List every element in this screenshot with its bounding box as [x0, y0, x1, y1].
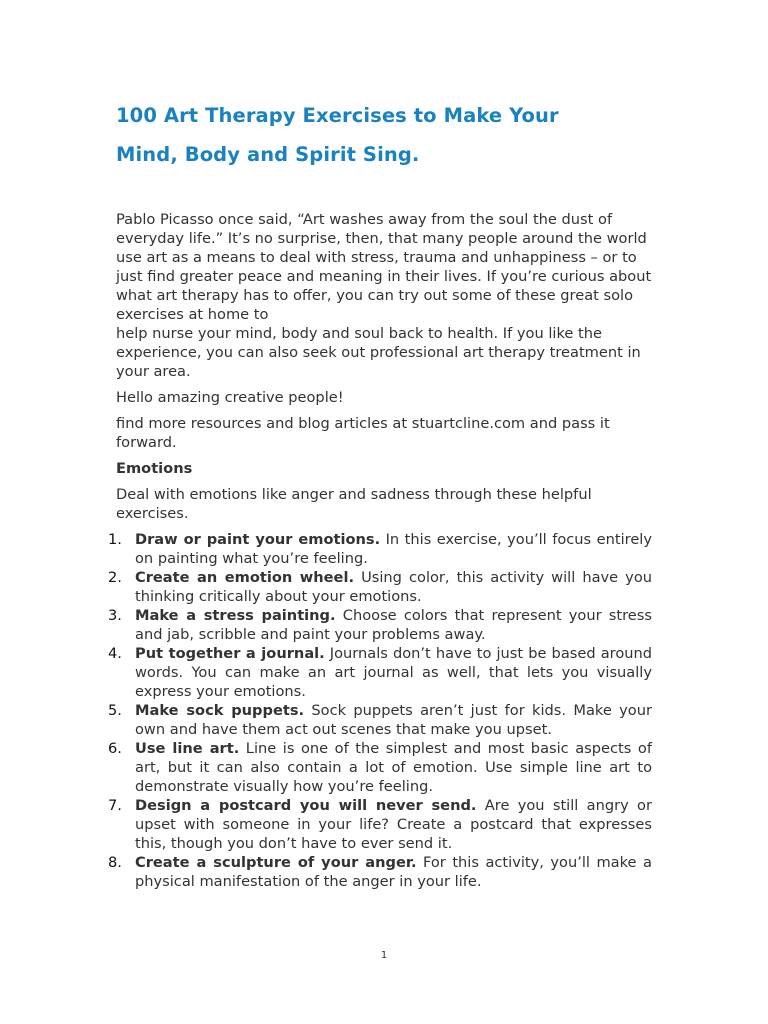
list-number: 1.: [108, 531, 122, 548]
list-number: 8.: [108, 854, 122, 871]
section-heading: Emotions: [116, 460, 193, 477]
greeting-text: Hello amazing creative people!: [116, 389, 344, 406]
exercise-title: Make a stress painting.: [135, 607, 336, 624]
exercise-title: Make sock puppets.: [135, 702, 305, 719]
list-number: 3.: [108, 607, 122, 624]
list-item: [108, 606, 652, 644]
exercise-description: Journals don’t have to just be based around words. You can make an art journal as well, that lets you visually express your emotions.: [135, 645, 653, 700]
exercise-description: For this activity, you’ll make a physical manifestation of the anger in your life.: [135, 854, 652, 890]
section-intro: Deal with emotions like anger and sadness through these helpful exercises.: [116, 486, 592, 522]
exercise-title: Draw or paint your emotions.: [135, 531, 381, 548]
exercise-description: Choose colors that represent your stress and jab, scribble and paint your problems away.: [135, 607, 652, 643]
document-title: [116, 96, 652, 174]
intro-paragraph: [116, 210, 652, 381]
list-item: [108, 739, 652, 796]
list-number: 5.: [108, 702, 122, 719]
list-item: [108, 644, 653, 701]
list-item: [108, 568, 653, 606]
intro-text-2: help nurse your mind, body and soul back to health. If you like the experience, you can also seek out professional art therapy treatment in your area.: [116, 325, 641, 380]
page-number: 1: [380, 950, 388, 961]
exercise-title: Create a sculpture of your anger.: [135, 854, 417, 871]
intro-text-1: Pablo Picasso once said, “Art washes away from the soul the dust of everyday life.” It’s no surprise, then, that many people around the world use art as a means to deal with stress, trauma and unhappiness – or to just find greater peace and meaning in their lives. If you’re curious about what art therapy has to offer, you can try out some of these great solo exercises at home to: [116, 211, 652, 323]
list-item: [108, 701, 652, 739]
exercise-description: Are you still angry or upset with someone in your life? Create a postcard that expresses this, though you don’t have to ever send it.: [135, 797, 652, 852]
list-number: 4.: [108, 645, 122, 662]
title-line-1: 100 Art Therapy Exercises to Make Your: [116, 104, 559, 127]
resources-text: find more resources and blog articles at stuartcline.com and pass it forward.: [116, 415, 610, 451]
exercise-description: In this exercise, you’ll focus entirely on painting what you’re feeling.: [135, 531, 652, 567]
list-item: [108, 796, 652, 853]
document-page: [108, 96, 653, 891]
title-line-2: Mind, Body and Spirit Sing.: [116, 143, 420, 166]
exercise-title: Create an emotion wheel.: [135, 569, 355, 586]
list-item: [108, 530, 652, 568]
list-item: [108, 853, 652, 891]
exercise-title: Design a postcard you will never send.: [135, 797, 477, 814]
exercise-list: [108, 530, 653, 891]
exercise-description: Using color, this activity will have you thinking critically about your emotions.: [135, 569, 653, 605]
list-number: 2.: [108, 569, 122, 586]
exercise-title: Use line art.: [135, 740, 240, 757]
list-number: 6.: [108, 740, 122, 757]
exercise-description: Line is one of the simplest and most basic aspects of art, but it can also contain a lot of emotion. Use simple line art to demonstrate visually how you’re feeling.: [135, 740, 652, 795]
exercise-description: Sock puppets aren’t just for kids. Make your own and have them act out scenes that make you upset.: [135, 702, 652, 738]
exercise-title: Put together a journal.: [135, 645, 325, 662]
list-number: 7.: [108, 797, 122, 814]
